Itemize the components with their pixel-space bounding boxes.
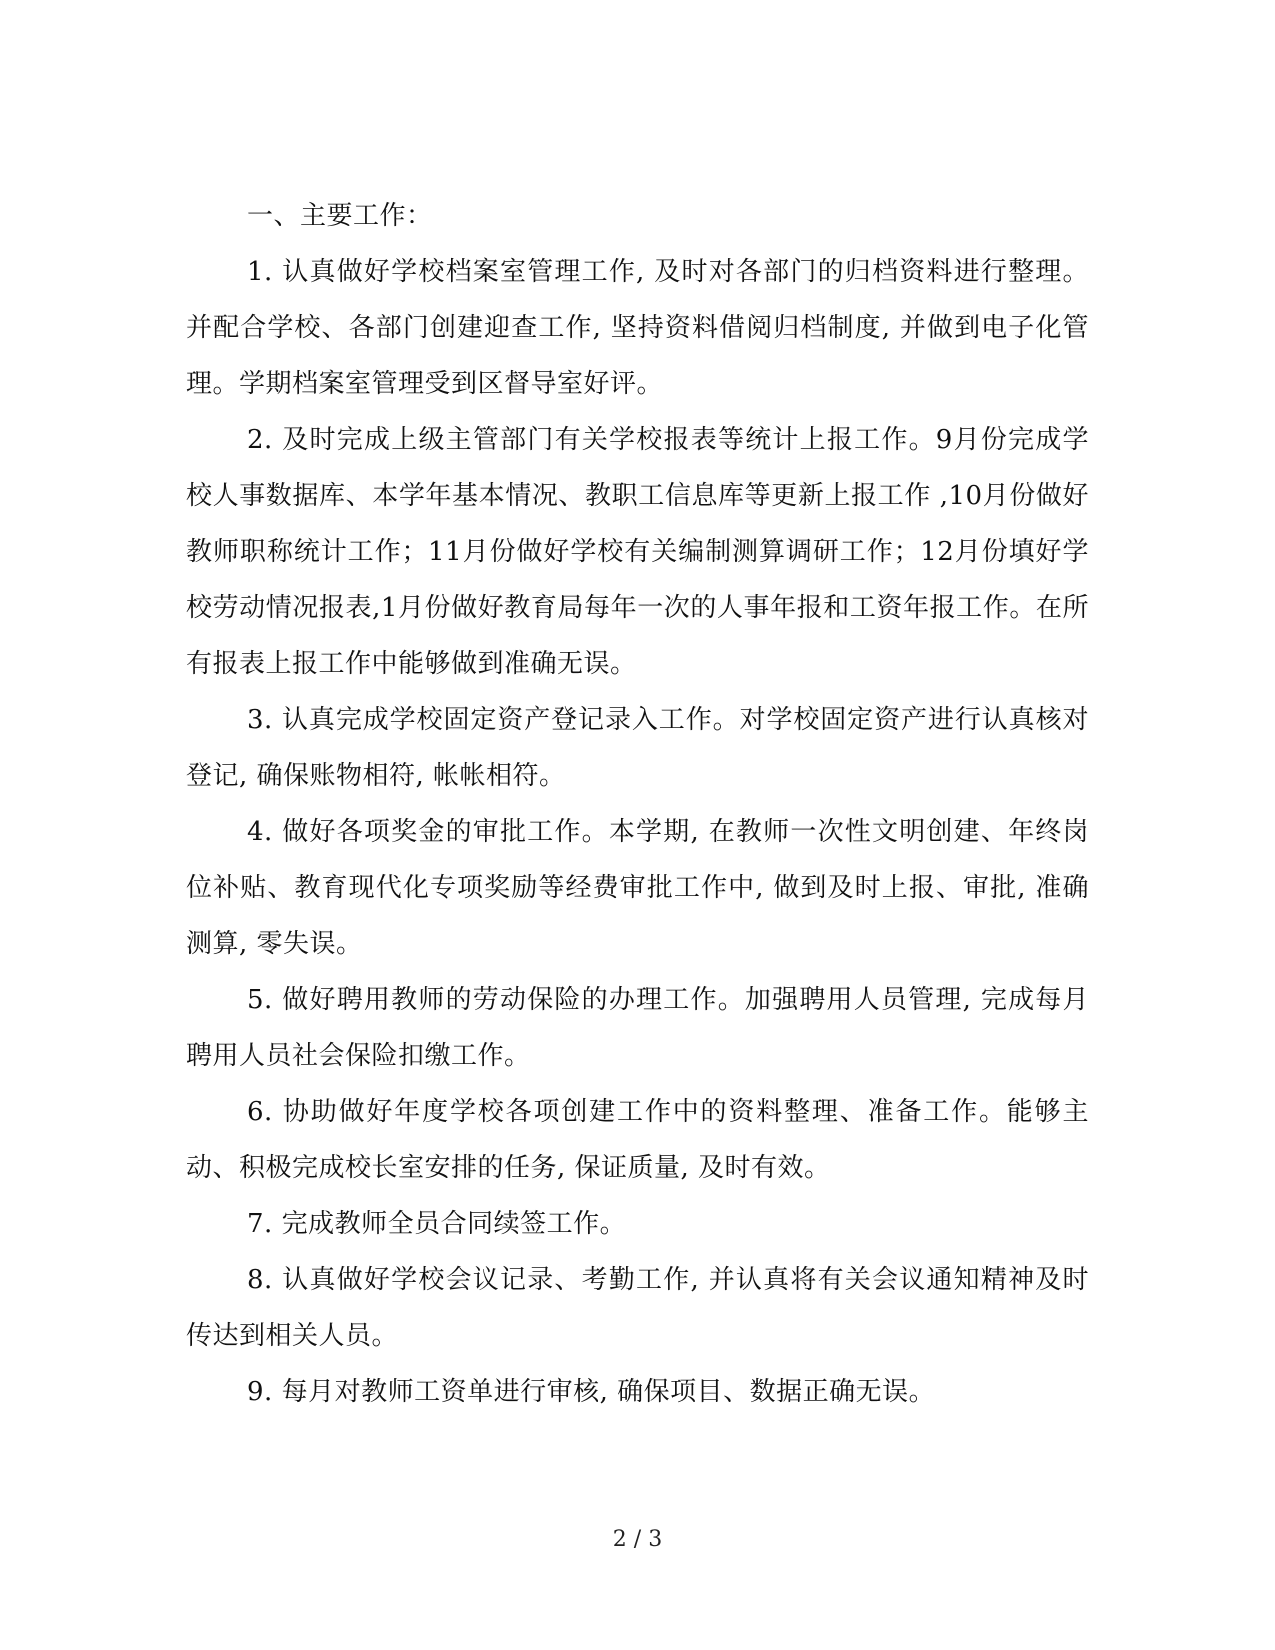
paragraph-4: 4. 做好各项奖金的审批工作。本学期, 在教师一次性文明创建、年终岗位补贴、教育现代化专项奖励等经费审批工作中, 做到及时上报、审批, 准确测算, 零失误。: [186, 817, 1089, 959]
page-number: 2 / 3: [612, 1527, 663, 1552]
paragraph-8: 8. 认真做好学校会议记录、考勤工作, 并认真将有关会议通知精神及时传达到相关人员。: [186, 1265, 1089, 1351]
section-heading: 一、主要工作：: [247, 201, 433, 231]
paragraph-7: 7. 完成教师全员合同续签工作。: [247, 1209, 627, 1239]
paragraph-6: 6. 协助做好年度学校各项创建工作中的资料整理、准备工作。能够主动、积极完成校长室安排的任务, 保证质量, 及时有效。: [186, 1097, 1089, 1183]
paragraph-9: 9. 每月对教师工资单进行审核, 确保项目、数据正确无误。: [247, 1377, 936, 1407]
document-body: [186, 188, 1089, 1420]
paragraph-5: 5. 做好聘用教师的劳动保险的办理工作。加强聘用人员管理, 完成每月聘用人员社会保险扣缴工作。: [186, 985, 1089, 1071]
paragraph-1: 1. 认真做好学校档案室管理工作, 及时对各部门的归档资料进行整理。并配合学校、各部门创建迎查工作, 坚持资料借阅归档制度, 并做到电子化管理。学期档案室管理受到区督导室好评。: [186, 257, 1089, 399]
paragraph-3: 3. 认真完成学校固定资产登记录入工作。对学校固定资产进行认真核对登记, 确保账物相符, 帐帐相符。: [186, 705, 1089, 791]
paragraph-2: 2. 及时完成上级主管部门有关学校报表等统计上报工作。9月份完成学校人事数据库、本学年基本情况、教职工信息库等更新上报工作 ,10月份做好教师职称统计工作；11月份做好学校有关编制测算调研工作；12月份填好学校劳动情况报表,1月份做好教育局每年一次的人事年报和工资年报工作。在所有报表上报工作中能够做到准确无误。: [186, 425, 1089, 679]
